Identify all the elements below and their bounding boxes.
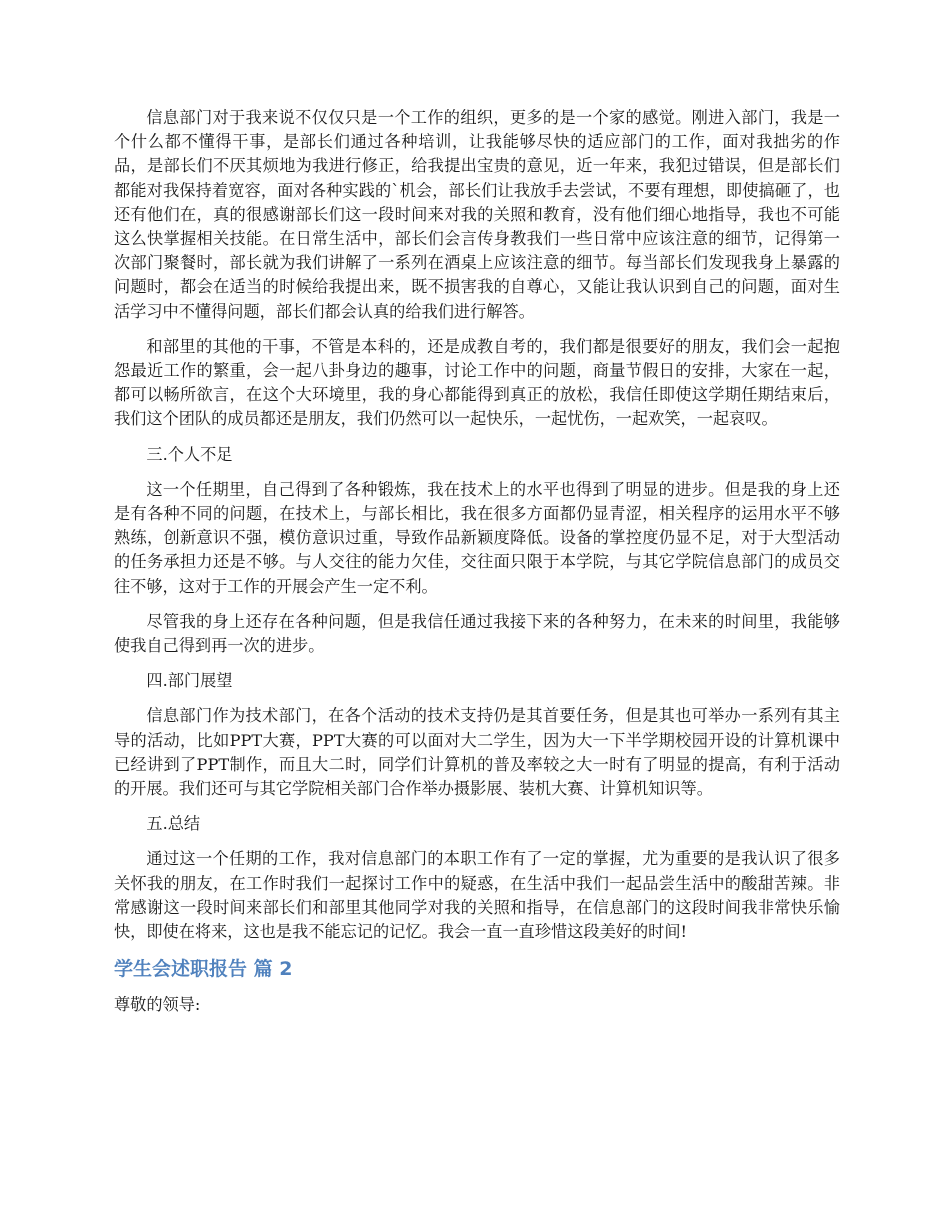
section-title: 学生会述职报告 篇 2 — [114, 958, 293, 981]
subheading: 三.个人不足 — [146, 444, 233, 464]
salutation: 尊敬的领导: — [114, 995, 201, 1015]
paragraph: 和部里的其他的干事，不管是本科的，还是成教自考的，我们都是很要好的朋友，我们会一起抱怨最近工作的繁重，会一起八卦身边的趣事，讨论工作中的问题，商量节假日的安排，大家在一起，都可以畅所欲言，在这个大环境里，我的身心都能得到真正的放松，我信任即使这学期任期结束后，我们这个团队的成员都还是朋友，我们仍然可以一起快乐，一起忧伤，一起欢笑，一起哀叹。 — [114, 336, 840, 429]
subheading: 五.总结 — [146, 814, 201, 834]
paragraph: 这一个任期里，自己得到了各种锻炼，我在技术上的水平也得到了明显的进步。但是我的身上还是有各种不同的问题，在技术上，与部长相比，我在很多方面都仍显青涩，相关程序的运用水平不够熟练，创新意识不强，模仿意识过重，导致作品新颖度降低。设备的掌控度仍显不足，对于大型活动的任务承担力还是不够。与人交往的能力欠佳，交往面只限于本学院，与其它学院信息部门的成员交往不够，这对于工作的开展会产生一定不利。 — [114, 479, 840, 596]
paragraph: 信息部门对于我来说不仅仅只是一个工作的组织，更多的是一个家的感觉。刚进入部门，我是一个什么都不懂得干事，是部长们通过各种培训，让我能够尽快的适应部门的工作，面对我拙劣的作品，是部长们不厌其烦地为我进行修正，给我提出宝贵的意见，近一年来，我犯过错误，但是部长们都能对我保持着宽容，面对各种实践的`机会，部长们让我放手去尝试，不要有理想，即使搞砸了，也还有他们在，真的很感谢部长们这一段时间来对我的关照和教育，没有他们细心地指导，我也不可能这么快掌握相关技能。在日常生活中，部长们会言传身教我们一些日常中应该注意的细节，记得第一次部门聚餐时，部长就为我们讲解了一系列在酒桌上应该注意的细节。每当部长们发现我身上暴露的问题时，都会在适当的时候给我提出来，既不损害我的自尊心，又能让我认识到自己的问题，面对生活学习中不懂得问题，部长们都会认真的给我们进行解答。 — [114, 108, 840, 321]
subheading: 四.部门展望 — [146, 671, 233, 691]
paragraph: 尽管我的身上还存在各种问题，但是我信任通过我接下来的各种努力，在未来的时间里，我能够使我自己得到再一次的进步。 — [114, 611, 840, 656]
paragraph: 通过这一个任期的工作，我对信息部门的本职工作有了一定的掌握，尤为重要的是我认识了很多关怀我的朋友，在工作时我们一起探讨工作中的疑惑，在生活中我们一起品尝生活中的酸甜苦辣。非常感谢这一段时间来部长们和部里其他同学对我的关照和指导，在信息部门的这段时间我非常快乐愉快，即使在将来，这也是我不能忘记的记忆。我会一直一直珍惜这段美好的时间! — [114, 849, 840, 942]
paragraph: 信息部门作为技术部门，在各个活动的技术支持仍是其首要任务，但是其也可举办一系列有其主导的活动，比如PPT大赛，PPT大赛的可以面对大二学生，因为大一下半学期校园开设的计算机课中已经讲到了PPT制作，而且大二时，同学们计算机的普及率较之大一时有了明显的提高，有利于活动的开展。我们还可与其它学院相关部门合作举办摄影展、装机大赛、计算机知识等。 — [114, 706, 840, 799]
document-body — [114, 106, 840, 1018]
